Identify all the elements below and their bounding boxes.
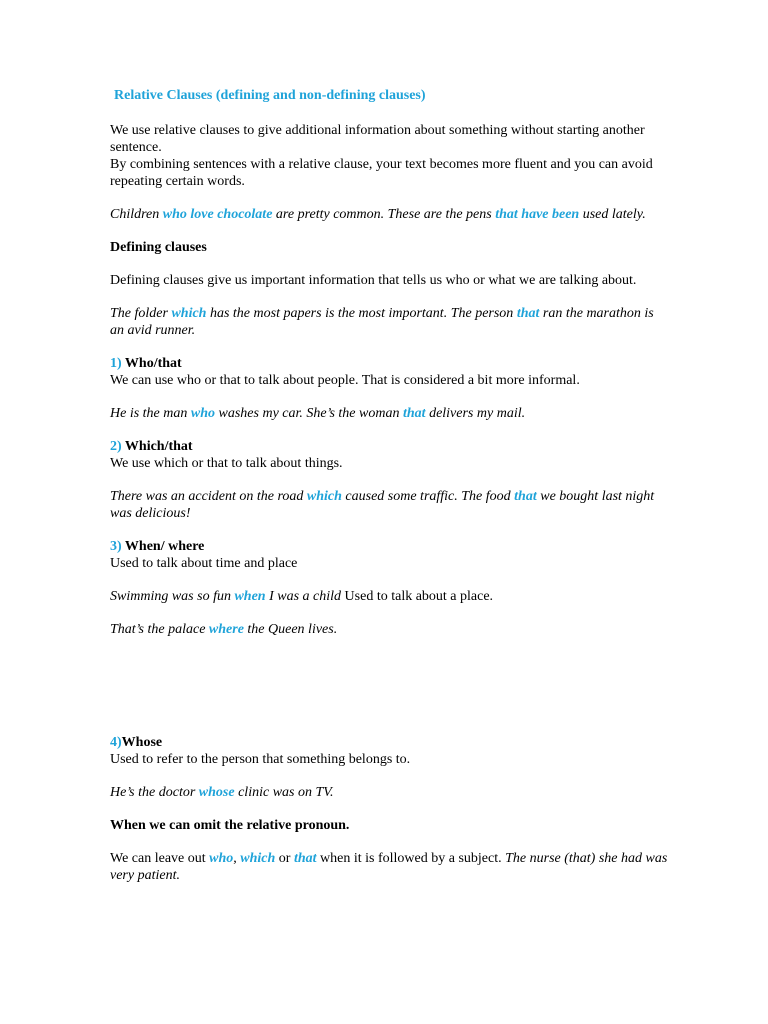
- example-highlight: who love chocolate: [162, 207, 273, 222]
- example-text: Children: [110, 207, 163, 222]
- section-heading-who-that: [110, 355, 670, 372]
- example-text: we bought last night was delicious!: [110, 489, 655, 521]
- section-text-who-that: We can use who or that to talk about people. That is considered a bit more informal.: [110, 373, 580, 388]
- example-text: the Queen lives.: [243, 622, 338, 637]
- example-highlight: that: [514, 489, 537, 504]
- example-text: He is the man: [110, 406, 191, 421]
- example-which-that: [110, 488, 670, 522]
- section-title: Which/that: [121, 439, 193, 454]
- example-who-that: [110, 405, 670, 422]
- example-highlight: that: [516, 306, 540, 321]
- defining-clauses-text: Defining clauses give us important information that tells us who or what we are talking about.: [110, 273, 637, 288]
- example-highlight: where: [208, 622, 244, 637]
- example-text: There was an accident on the road: [110, 489, 307, 504]
- section-text-whose: Used to refer to the person that something belongs to.: [110, 752, 411, 767]
- omit-pronoun-heading: When we can omit the relative pronoun.: [110, 818, 350, 833]
- example-intro: [110, 206, 670, 223]
- section-heading-whose: [110, 734, 670, 751]
- example-highlight: whose: [198, 785, 235, 800]
- section-title: Who/that: [121, 356, 182, 371]
- section-number: 4): [110, 735, 122, 750]
- example-text: delivers my mail.: [425, 406, 526, 421]
- example-text: are pretty common. These are the pens: [272, 207, 496, 222]
- example-text: clinic was on TV.: [234, 785, 334, 800]
- example-text: I was a child: [265, 589, 342, 604]
- intro-paragraph-1: We use relative clauses to give additional information about something without starting another sentence.: [110, 123, 645, 155]
- example-text: has the most papers is the most important. The person: [206, 306, 517, 321]
- example-highlight: which: [240, 851, 276, 866]
- example-text: washes my car. She’s the woman: [215, 406, 403, 421]
- section-title: Whose: [121, 735, 163, 750]
- blank-space: [110, 654, 670, 734]
- example-highlight: which: [306, 489, 342, 504]
- section-number: 3): [110, 539, 122, 554]
- example-text: Swimming was so fun: [110, 589, 235, 604]
- example-text: He’s the doctor: [110, 785, 199, 800]
- example-whose: [110, 784, 670, 801]
- body-text: or: [275, 851, 294, 866]
- example-highlight: that: [402, 406, 426, 421]
- example-defining: [110, 305, 670, 339]
- example-highlight: which: [171, 306, 207, 321]
- example-text: ran the marathon is an avid runner.: [110, 306, 654, 338]
- section-text-when-where: Used to talk about time and place: [110, 556, 298, 571]
- body-text: when it is followed by a subject.: [316, 851, 506, 866]
- section-title: When/ where: [121, 539, 205, 554]
- example-text: The folder: [110, 306, 172, 321]
- example-highlight: that: [293, 851, 317, 866]
- section-number: 1): [110, 356, 122, 371]
- example-text: Used to talk about a place.: [341, 589, 494, 604]
- section-text-which-that: We use which or that to talk about things.: [110, 456, 343, 471]
- example-text: The nurse (that) she had was very patient.: [110, 851, 668, 883]
- example-highlight: when: [234, 589, 266, 604]
- example-highlight: who: [209, 851, 234, 866]
- document-body: [110, 87, 670, 900]
- document-title: Relative Clauses (defining and non-defining clauses): [114, 88, 426, 103]
- body-text: We can leave out: [110, 851, 210, 866]
- section-number: 2): [110, 439, 122, 454]
- section-heading-when-where: [110, 538, 670, 555]
- example-when: [110, 588, 670, 605]
- example-highlight: that have been: [495, 207, 580, 222]
- defining-clauses-heading: Defining clauses: [110, 240, 207, 255]
- body-text: ,: [233, 851, 241, 866]
- section-heading-which-that: [110, 438, 670, 455]
- omit-pronoun-text: [110, 850, 670, 884]
- example-text: That’s the palace: [110, 622, 209, 637]
- example-where: [110, 621, 670, 638]
- example-text: caused some traffic. The food: [341, 489, 515, 504]
- example-text: used lately.: [579, 207, 646, 222]
- example-highlight: who: [190, 406, 216, 421]
- intro-paragraph-2: By combining sentences with a relative clause, your text becomes more fluent and you can avoid repeating certain words.: [110, 157, 653, 189]
